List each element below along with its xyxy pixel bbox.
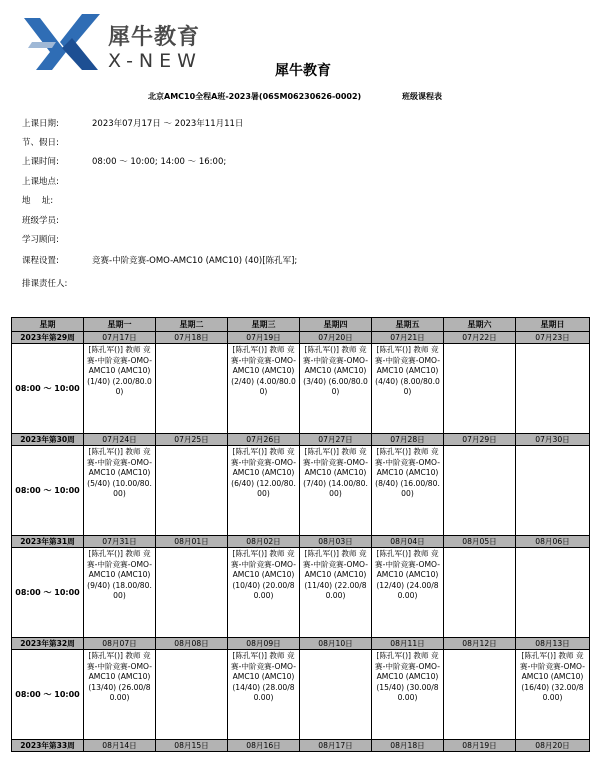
lesson-text: [陈孔军()] 教师 竞赛-中阶竞赛-OMO-AMC10 (AMC10) (8/40) (16.00/80.00) (375, 447, 440, 498)
date-cell: 08月08日 (156, 638, 228, 650)
lesson-cell (156, 446, 228, 536)
date-cell: 08月14日 (84, 740, 156, 752)
column-header: 星期一 (84, 318, 156, 332)
schedule-label: 班级课程表 (402, 92, 442, 101)
info-row (22, 117, 244, 129)
lesson-text: [陈孔军()] 教师 竞赛-中阶竞赛-OMO-AMC10 (AMC10) (6/40) (12.00/80.00) (231, 447, 296, 498)
info-label: 排课责任人: (22, 279, 68, 289)
info-row (22, 214, 92, 226)
date-cell: 07月20日 (300, 332, 372, 344)
schedule-table (11, 317, 590, 752)
lesson-cell (516, 650, 590, 740)
lesson-text (156, 548, 227, 550)
lesson-text: [陈孔军()] 教师 竞赛-中阶竞赛-OMO-AMC10 (AMC10) (11/40) (22.00/80.00) (303, 549, 368, 600)
date-cell: 07月17日 (84, 332, 156, 344)
info-label: 学习顾问: (22, 235, 59, 245)
date-cell: 07月29日 (444, 434, 516, 446)
date-cell: 08月12日 (444, 638, 516, 650)
week-row (12, 740, 590, 752)
lesson-text (156, 446, 227, 448)
date-cell: 08月15日 (156, 740, 228, 752)
date-cell: 08月07日 (84, 638, 156, 650)
time-slot-row (12, 650, 590, 740)
date-cell: 08月17日 (300, 740, 372, 752)
lesson-cell (156, 548, 228, 638)
lesson-text: [陈孔军()] 教师 竞赛-中阶竞赛-OMO-AMC10 (AMC10) (9/40) (18.00/80.00) (87, 549, 152, 600)
date-cell: 07月25日 (156, 434, 228, 446)
week-label: 2023年第32周 (12, 638, 84, 650)
date-cell: 07月31日 (84, 536, 156, 548)
week-row (12, 434, 590, 446)
lesson-text (444, 650, 515, 652)
week-row (12, 332, 590, 344)
date-cell: 08月06日 (516, 536, 590, 548)
column-header: 星期五 (372, 318, 444, 332)
lesson-text: [陈孔军()] 教师 竞赛-中阶竞赛-OMO-AMC10 (AMC10) (13/40) (26.00/80.00) (87, 651, 152, 702)
info-label: 上课日期: (22, 119, 59, 129)
lesson-cell (84, 344, 156, 434)
lesson-cell (156, 650, 228, 740)
info-row (22, 254, 298, 266)
date-cell: 07月24日 (84, 434, 156, 446)
lesson-text (444, 446, 515, 448)
info-label: 班级学员: (22, 216, 59, 226)
lesson-cell (228, 446, 300, 536)
week-label: 2023年第29周 (12, 332, 84, 344)
column-header: 星期二 (156, 318, 228, 332)
time-slot-label: 08:00 ～ 10:00 (12, 446, 84, 536)
logo-cn-text: 犀牛教育 (108, 25, 201, 50)
date-cell: 08月10日 (300, 638, 372, 650)
date-cell: 07月22日 (444, 332, 516, 344)
lesson-text: [陈孔军()] 教师 竞赛-中阶竞赛-OMO-AMC10 (AMC10) (3/40) (6.00/80.00) (303, 345, 368, 396)
lesson-cell (84, 548, 156, 638)
header-row (12, 318, 590, 332)
date-cell: 07月23日 (516, 332, 590, 344)
date-cell: 08月01日 (156, 536, 228, 548)
date-cell: 08月03日 (300, 536, 372, 548)
info-row (22, 175, 92, 187)
lesson-cell (516, 548, 590, 638)
date-cell: 07月28日 (372, 434, 444, 446)
lesson-cell (84, 650, 156, 740)
date-cell: 07月18日 (156, 332, 228, 344)
lesson-cell (300, 446, 372, 536)
week-row (12, 536, 590, 548)
lesson-cell (516, 344, 590, 434)
lesson-cell (228, 344, 300, 434)
lesson-cell (516, 446, 590, 536)
info-label: 上课地点: (22, 177, 59, 187)
class-title: 北京AMC10全程A班-2023暑(06SM06230626-0002) (148, 92, 362, 101)
date-cell: 08月02日 (228, 536, 300, 548)
week-label: 2023年第33周 (12, 740, 84, 752)
lesson-cell (444, 548, 516, 638)
time-slot-row (12, 344, 590, 434)
time-slot-label: 08:00 ～ 10:00 (12, 344, 84, 434)
info-value: 08:00 ～ 10:00; 14:00 ～ 16:00; (92, 157, 227, 167)
lesson-text: [陈孔军()] 教师 竞赛-中阶竞赛-OMO-AMC10 (AMC10) (5/40) (10.00/80.00) (87, 447, 152, 498)
date-cell: 07月30日 (516, 434, 590, 446)
logo-en-text: X-NEW (108, 50, 202, 72)
column-header: 星期 (12, 318, 84, 332)
lesson-cell (300, 548, 372, 638)
column-header: 星期三 (228, 318, 300, 332)
date-cell: 07月19日 (228, 332, 300, 344)
lesson-text: [陈孔军()] 教师 竞赛-中阶竞赛-OMO-AMC10 (AMC10) (1/40) (2.00/80.00) (87, 345, 152, 396)
lesson-text (300, 650, 371, 652)
lesson-text (156, 650, 227, 652)
lesson-text (444, 548, 515, 550)
info-row (22, 155, 227, 167)
date-cell: 08月05日 (444, 536, 516, 548)
date-cell: 08月18日 (372, 740, 444, 752)
org-title: 犀牛教育 (275, 63, 331, 79)
lesson-cell (444, 344, 516, 434)
info-row (22, 136, 92, 148)
lesson-cell (372, 650, 444, 740)
lesson-cell (228, 548, 300, 638)
lesson-text: [陈孔军()] 教师 竞赛-中阶竞赛-OMO-AMC10 (AMC10) (12/40) (24.00/80.00) (375, 549, 440, 600)
lesson-cell (300, 344, 372, 434)
lesson-text (516, 548, 589, 550)
lesson-cell (228, 650, 300, 740)
lesson-cell (372, 548, 444, 638)
lesson-text: [陈孔军()] 教师 竞赛-中阶竞赛-OMO-AMC10 (AMC10) (4/40) (8.00/80.00) (375, 345, 440, 396)
lesson-text: [陈孔军()] 教师 竞赛-中阶竞赛-OMO-AMC10 (AMC10) (2/40) (4.00/80.00) (231, 345, 296, 396)
date-cell: 08月13日 (516, 638, 590, 650)
week-row (12, 638, 590, 650)
info-value: 竞赛-中阶竞赛-OMO-AMC10 (AMC10) (40)[陈孔军]; (92, 256, 298, 266)
date-cell: 08月16日 (228, 740, 300, 752)
time-slot-label: 08:00 ～ 10:00 (12, 548, 84, 638)
date-cell: 07月27日 (300, 434, 372, 446)
time-slot-row (12, 548, 590, 638)
lesson-cell (300, 650, 372, 740)
time-slot-label: 08:00 ～ 10:00 (12, 650, 84, 740)
lesson-cell (372, 344, 444, 434)
lesson-text: [陈孔军()] 教师 竞赛-中阶竞赛-OMO-AMC10 (AMC10) (16/40) (32.00/80.00) (520, 651, 585, 702)
lesson-text (156, 344, 227, 346)
date-cell: 07月21日 (372, 332, 444, 344)
week-label: 2023年第30周 (12, 434, 84, 446)
info-row (22, 194, 92, 206)
column-header: 星期六 (444, 318, 516, 332)
week-label: 2023年第31周 (12, 536, 84, 548)
info-row (22, 277, 92, 289)
lesson-cell (372, 446, 444, 536)
time-slot-row (12, 446, 590, 536)
lesson-text: [陈孔军()] 教师 竞赛-中阶竞赛-OMO-AMC10 (AMC10) (7/40) (14.00/80.00) (303, 447, 368, 498)
column-header: 星期四 (300, 318, 372, 332)
info-label: 上课时间: (22, 157, 59, 167)
lesson-cell (156, 344, 228, 434)
lesson-text: [陈孔军()] 教师 竞赛-中阶竞赛-OMO-AMC10 (AMC10) (15/40) (30.00/80.00) (375, 651, 440, 702)
date-cell: 08月04日 (372, 536, 444, 548)
info-value: 2023年07月17日 ～ 2023年11月11日 (92, 119, 244, 129)
info-row (22, 233, 92, 245)
date-cell: 08月09日 (228, 638, 300, 650)
date-cell: 07月26日 (228, 434, 300, 446)
date-cell: 08月11日 (372, 638, 444, 650)
date-cell: 08月20日 (516, 740, 590, 752)
date-cell: 08月19日 (444, 740, 516, 752)
info-label: 节、假日: (22, 138, 59, 148)
lesson-cell (444, 650, 516, 740)
lesson-cell (444, 446, 516, 536)
lesson-cell (84, 446, 156, 536)
lesson-text (444, 344, 515, 346)
info-label: 课程设置: (22, 256, 59, 266)
info-label: 地 址: (22, 196, 54, 206)
column-header: 星期日 (516, 318, 590, 332)
lesson-text (516, 344, 589, 346)
lesson-text: [陈孔军()] 教师 竞赛-中阶竞赛-OMO-AMC10 (AMC10) (14/40) (28.00/80.00) (231, 651, 296, 702)
lesson-text (516, 446, 589, 448)
lesson-text: [陈孔军()] 教师 竞赛-中阶竞赛-OMO-AMC10 (AMC10) (10/40) (20.00/80.00) (231, 549, 296, 600)
